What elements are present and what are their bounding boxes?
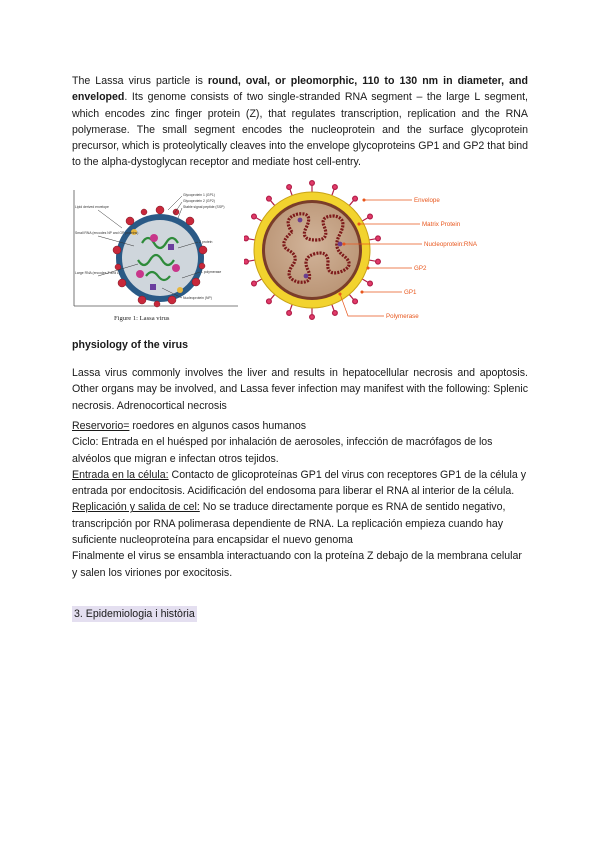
replicacion-label: Replicación y salida de cel: <box>72 501 200 514</box>
lassa-virus-schematic-figure <box>72 188 240 328</box>
fig2-label-gp2: GP2 <box>414 265 427 272</box>
intro-paragraph <box>72 73 528 171</box>
reservorio-label: Reservorio= <box>72 420 130 432</box>
physiology-heading: physiology of the virus <box>72 339 188 351</box>
fig2-label-envelope: Envelope <box>414 197 440 204</box>
fig1-label-ssp: Stable signal peptide (SSP) <box>183 205 225 209</box>
ciclo-text: Ciclo: Entrada en el huésped por inhalación de aerosoles, infección de macrófagos de los alvéolos que migran e infectan otros tejidos. <box>72 436 493 465</box>
intro-text-2: . Its genome consists of two single-stranded RNA segment – the large L segment, which encodes zinc finger protein (Z), that regulates transcription, replication and the RNA polymerase. The small segment encodes the nucleoprotein and the surface glycoprotein precursor, which is proteolytically cleaves into the envelope glycoproteins GP1 and GP2 that bind to the alpha-dystoglycan receptor and mediate host cell-entry. <box>72 91 528 169</box>
replicacion-line <box>72 499 528 548</box>
fig1-label-envelope: Lipid derived envelope <box>75 205 109 209</box>
fig1-label-small-rna: Small RNA (encodes NP and GP proteins) <box>75 231 139 235</box>
intro-text-1: The Lassa virus particle is <box>72 75 208 87</box>
reservorio-line <box>72 418 528 434</box>
fig1-label-l-polymerase: L polymerase <box>201 270 222 274</box>
fig1-label-large-rna: Large RNA (encodes Z and L) <box>75 271 121 275</box>
entrada-label: Entrada en la célula: <box>72 468 169 481</box>
section-3-heading: 3. Epidemiologia i història <box>74 608 195 620</box>
fig2-label-nucleoprotein-rna: Nucleoprotein:RNA <box>424 241 477 248</box>
fig2-label-gp1: GP1 <box>404 289 417 296</box>
fig1-caption: Figure 1: Lassa virus <box>114 315 170 322</box>
entrada-text: Contacto de glicoproteínas GP1 del virus con receptores GP1 de la célula y entrada por endocitosis. Acidificación del endosoma para liberar el RNA al interior de la célula. <box>72 468 527 498</box>
fig1-label-gp2: Glycoprotein 2 (GP2) <box>183 199 215 203</box>
lassa-virus-cross-section-figure <box>244 180 484 330</box>
fig1-label-z-protein: Z protein <box>199 240 213 244</box>
physiology-paragraph: Lassa virus commonly involves the liver and results in hepatocellular necrosis and apoptosis. Other organs may be involved, and Lassa fever infection may manifest with the following: Splenic necrosis. Adrenocortical necrosis <box>72 367 528 412</box>
intro-bold-text: round, oval, or pleomorphic, 110 to 130 nm in diameter, and enveloped <box>72 75 528 104</box>
entrada-line <box>72 467 528 500</box>
notes-block <box>72 418 528 581</box>
fig1-label-gp1: Glycoprotein 1 (GP1) <box>183 193 215 197</box>
replicacion-text: No se traduce directamente porque es RNA de sentido negativo, transcripción por RNA polimerasa dependiente de RNA. La replicación empieza cuando hay suficiente nucleoproteína para encapsidar el nuevo genoma <box>72 501 506 547</box>
final-text: Finalmente el virus se ensambla interactuando con la proteína Z debajo de la membrana celular y salen los viriones por exocitosis. <box>72 550 522 579</box>
reservorio-text: roedores en algunos casos humanos <box>129 420 307 432</box>
fig2-label-polymerase: Polymerase <box>386 313 419 320</box>
fig2-label-matrix-protein: Matrix Protein <box>422 221 461 228</box>
fig1-label-nucleoprotein: Nucleoprotein (NP) <box>183 296 212 300</box>
